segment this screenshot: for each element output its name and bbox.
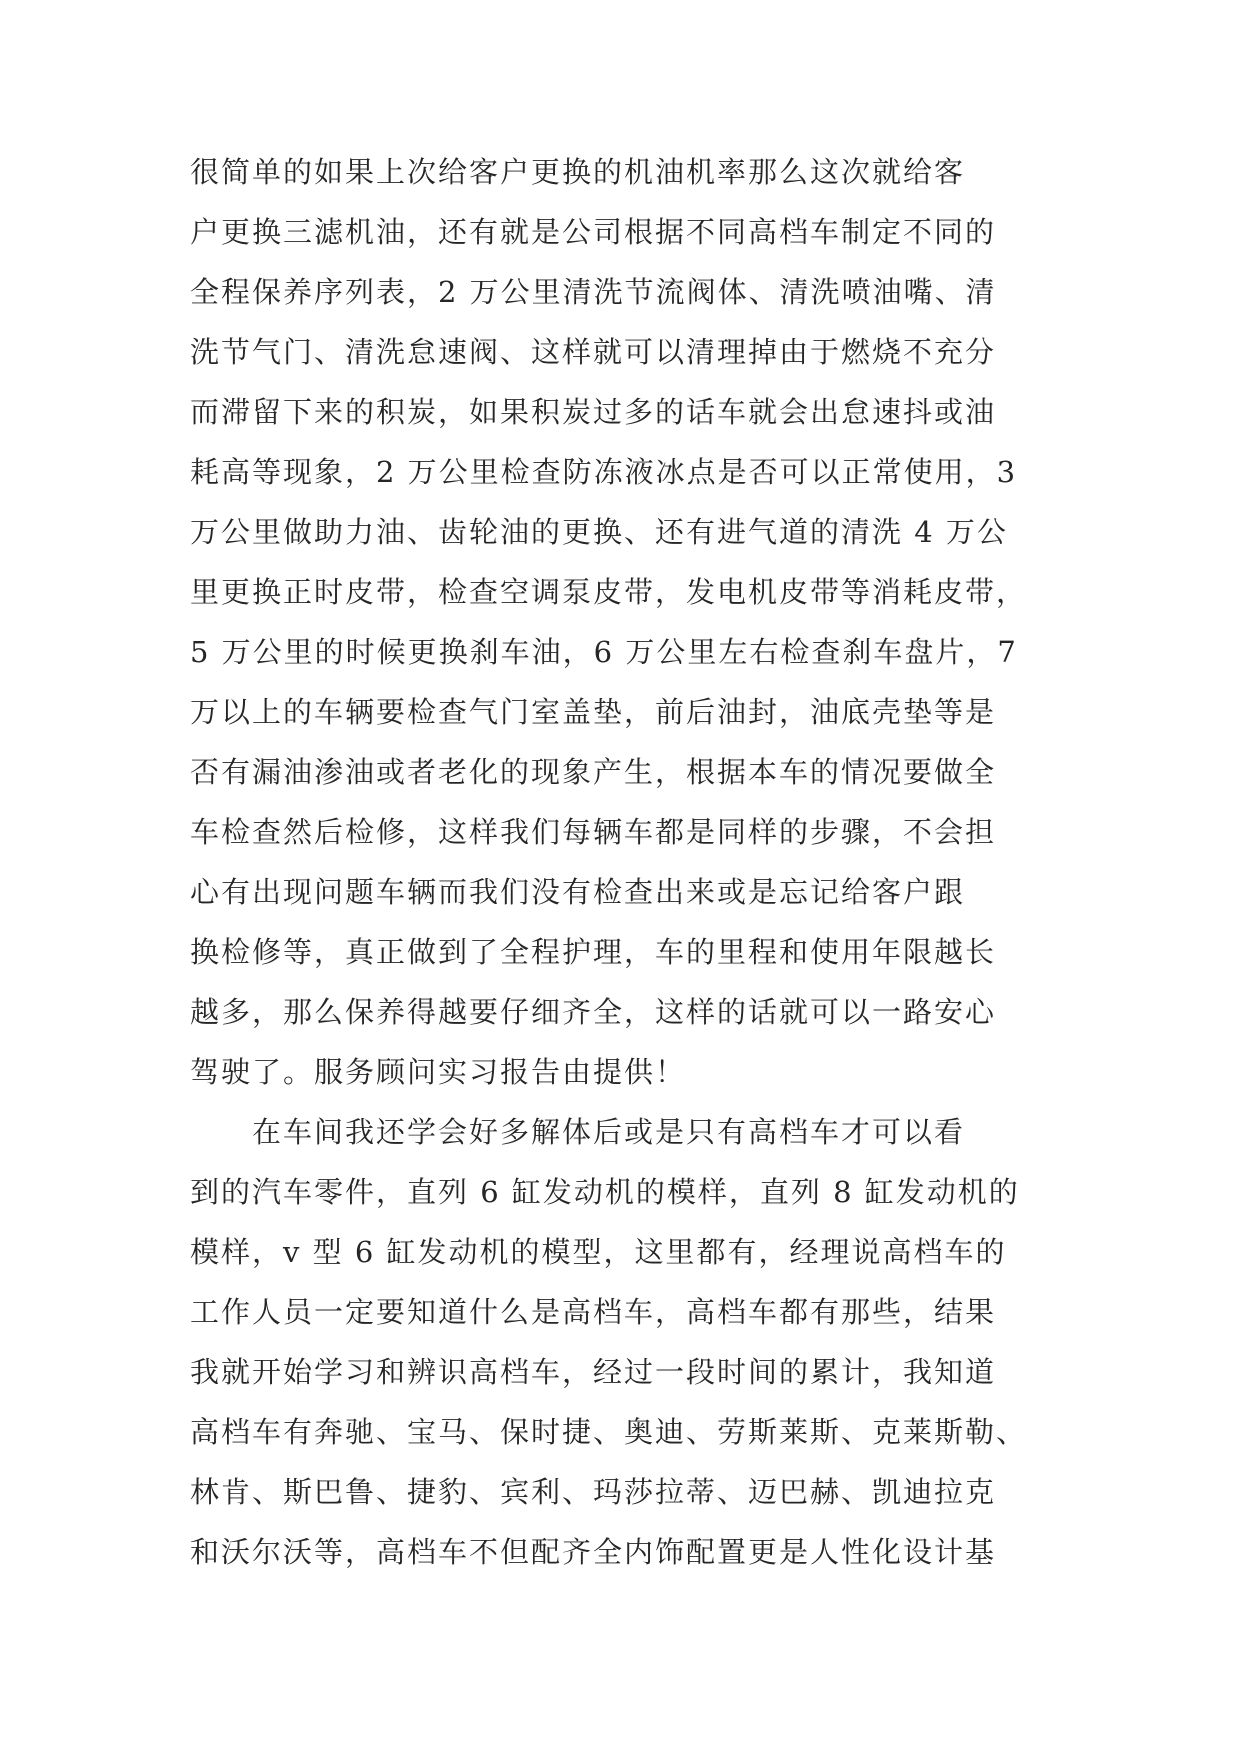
text-line: 很简单的如果上次给客户更换的机油机率那么这次就给客 <box>190 155 966 189</box>
text-line: 换检修等，真正做到了全程护理，车的里程和使用年限越长 <box>190 935 997 969</box>
text-line: 车检查然后检修，这样我们每辆车都是同样的步骤，不会担 <box>190 815 997 849</box>
text-line: 高档车有奔驰、宝马、保时捷、奥迪、劳斯莱斯、克莱斯勒、 <box>190 1415 1028 1449</box>
text-line: 工作人员一定要知道什么是高档车，高档车都有那些，结果 <box>190 1295 997 1329</box>
text-line: 越多，那么保养得越要仔细齐全，这样的话就可以一路安心 <box>190 995 997 1029</box>
text-line: 户更换三滤机油，还有就是公司根据不同高档车制定不同的 <box>190 215 997 249</box>
text-line: 到的汽车零件，直列 6 缸发动机的模样，直列 8 缸发动机的 <box>190 1175 1020 1209</box>
body-text <box>190 142 1050 1582</box>
text-line: 万以上的车辆要检查气门室盖垫，前后油封，油底壳垫等是 <box>190 695 997 729</box>
text-line: 和沃尔沃等，高档车不但配齐全内饰配置更是人性化设计基 <box>190 1535 997 1569</box>
text-line: 里更换正时皮带，检查空调泵皮带，发电机皮带等消耗皮带， <box>190 575 1028 609</box>
text-line: 洗节气门、清洗怠速阀、这样就可以清理掉由于燃烧不充分 <box>190 335 997 369</box>
text-line: 全程保养序列表，2 万公里清洗节流阀体、清洗喷油嘴、清 <box>190 275 997 309</box>
text-line: 心有出现问题车辆而我们没有检查出来或是忘记给客户跟 <box>190 875 966 909</box>
text-line: 万公里做助力油、齿轮油的更换、还有进气道的清洗 4 万公 <box>190 515 1008 549</box>
text-line: 5 万公里的时候更换刹车油，6 万公里左右检查刹车盘片，7 <box>190 635 1018 669</box>
text-line: 耗高等现象，2 万公里检查防冻液冰点是否可以正常使用，3 <box>190 455 1018 489</box>
text-line: 而滞留下来的积炭，如果积炭过多的话车就会出怠速抖或油 <box>190 395 997 429</box>
text-line: 驾驶了。服务顾问实习报告由提供！ <box>190 1055 687 1089</box>
text-line: 林肯、斯巴鲁、捷豹、宾利、玛莎拉蒂、迈巴赫、凯迪拉克 <box>190 1475 997 1509</box>
text-line: 否有漏油渗油或者老化的现象产生，根据本车的情况要做全 <box>190 755 997 789</box>
text-line: 模样，v 型 6 缸发动机的模型，这里都有，经理说高档车的 <box>190 1235 1007 1269</box>
paragraph-start-line: 在车间我还学会好多解体后或是只有高档车才可以看 <box>190 1115 966 1149</box>
text-line: 我就开始学习和辨识高档车，经过一段时间的累计，我知道 <box>190 1355 997 1389</box>
